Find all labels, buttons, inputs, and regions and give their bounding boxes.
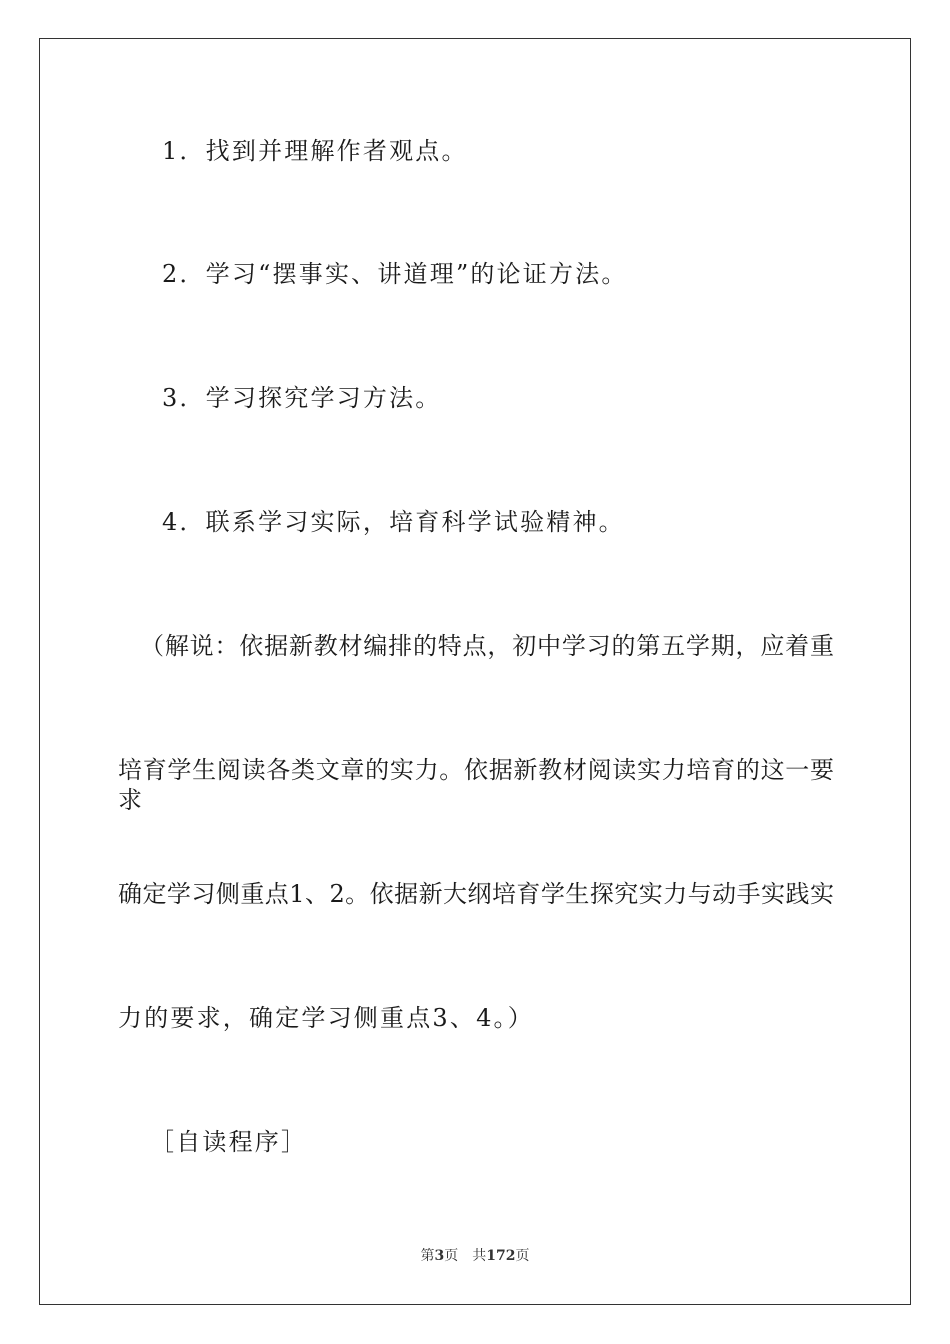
explanation-line-4: 力的要求，确定学习侧重点3、4。） bbox=[118, 1004, 534, 1032]
footer-total-prefix: 共 bbox=[472, 1248, 487, 1264]
explanation-line-2: 培育学生阅读各类文章的实力。依据新教材阅读实力培育的这一要求 bbox=[118, 756, 834, 814]
footer-page-suffix: 页 bbox=[444, 1248, 459, 1264]
explanation-line-1: （解说：依据新教材编排的特点，初中学习的第五学期，应着重 bbox=[140, 632, 834, 660]
explanation-line-3: 确定学习侧重点1、2。依据新大纲培育学生探究实力与动手实践实 bbox=[118, 880, 834, 908]
footer-total-suffix: 页 bbox=[515, 1248, 530, 1264]
section-heading: ［自读程序］ bbox=[150, 1128, 308, 1156]
objective-3: 3．学习探究学习方法。 bbox=[162, 384, 442, 412]
footer-page-prefix: 第 bbox=[420, 1248, 435, 1264]
objective-1: 1．找到并理解作者观点。 bbox=[162, 137, 468, 165]
objective-4: 4．联系学习实际，培育科学试验精神。 bbox=[162, 508, 625, 536]
page-footer bbox=[0, 1247, 950, 1265]
footer-page-number: 3 bbox=[434, 1248, 445, 1264]
page-frame bbox=[39, 38, 911, 1305]
objective-2: 2．学习“摆事实、讲道理”的论证方法。 bbox=[162, 260, 628, 288]
footer-total-pages: 172 bbox=[486, 1248, 516, 1264]
